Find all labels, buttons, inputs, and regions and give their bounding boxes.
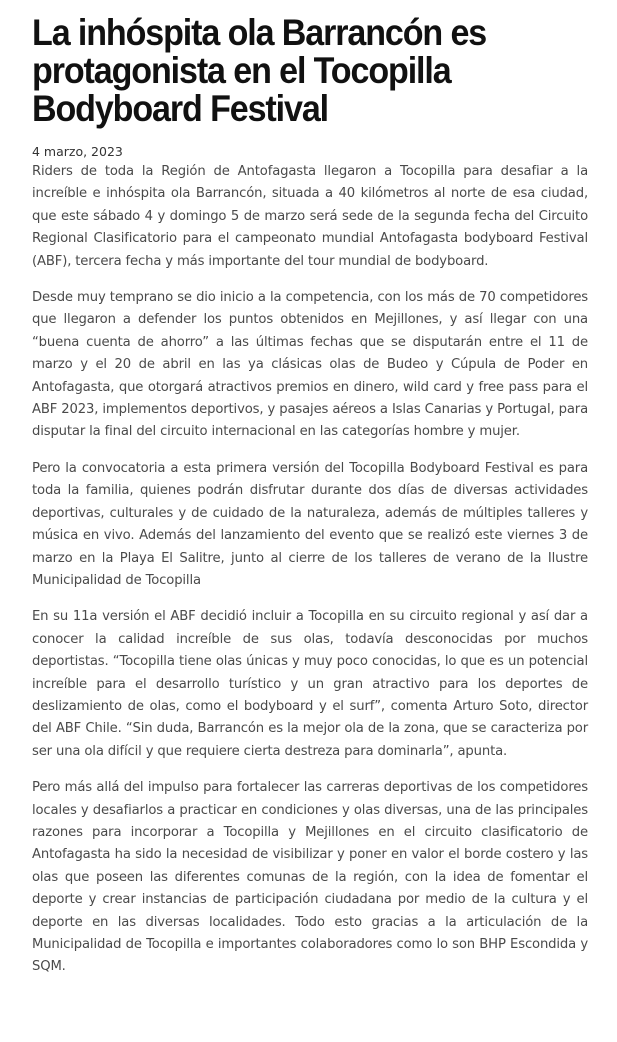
paragraph-4: En su 11a versión el ABF decidió incluir a Tocopilla en su circuito regional y así dar a conocer la calidad increíble de sus olas, todavía desconocidas por muchos deportistas. “Tocopilla tiene olas únicas y muy poco conocidas, lo que es un potencial increíble para el desarrollo turístico y un gran atractivo para los deportes de deslizamiento de olas, como el bodyboard y el surf”, comenta Arturo Soto, director del ABF Chile. “Sin duda, Barrancón es la mejor ola de la zona, que se caracteriza por ser una ola difícil y que requiere cierta destreza para dominarla”, apunta. [32,609,588,759]
article-title: La inhóspita ola Barrancón es protagonista en el Tocopilla Bodyboard Festival [32,12,487,129]
paragraph-1: Riders de toda la Región de Antofagasta llegaron a Tocopilla para desafiar a la increíble e inhóspita ola Barrancón, situada a 40 kilómetros al norte de esa ciudad, que este sábado 4 y domingo 5 de marzo será sede de la segunda fecha del Circuito Regional Clasificatorio para el campeonato mundial Antofagasta bodyboard Festival (ABF), tercera fecha y más importante del tour mundial de bodyboard. [32,164,588,269]
publish-date: 4 marzo, 2023 [32,144,123,159]
paragraph-2: Desde muy temprano se dio inicio a la competencia, con los más de 70 competidores que llegaron a defender los puntos obtenidos en Mejillones, y así llegar con una “buena cuenta de ahorro” a las últimas fechas que se disputarán entre el 11 de marzo y el 20 de abril en las ya clásicas olas de Budeo y Cúpula de Poder en Antofagasta, que otorgará atractivos premios en dinero, wild card y free pass para el ABF 2023, implementos deportivos, y pasajes aéreos a Islas Canarias y Portugal, para disputar la final del circuito internacional en las categorías hombre y mujer. [32,290,588,440]
article [32,14,588,993]
paragraph-3: Pero la convocatoria a esta primera versión del Tocopilla Bodyboard Festival es para toda la familia, quienes podrán disfrutar durante dos días de diversas actividades deportivas, culturales y de cuidado de la naturaleza, además de múltiples talleres y música en vivo. Además del lanzamiento del evento que se realizó este viernes 3 de marzo en la Playa El Salitre, junto al cierre de los talleres de verano de la Ilustre Municipalidad de Tocopilla [32,460,588,588]
article-body [32,161,588,979]
paragraph-5: Pero más allá del impulso para fortalecer las carreras deportivas de los competidores locales y desafiarlos a practicar en condiciones y olas diversas, una de las principales razones para incorporar a Tocopilla y Mejillones en el circuito clasificatorio de Antofagasta ha sido la necesidad de visibilizar y poner en valor el borde costero y las olas que poseen las diferentes comunas de la región, con la idea de fomentar el deporte y crear instancias de participación ciudadana por medio de la cultura y el deporte en las diversas localidades. Todo esto gracias a la articulación de la Municipalidad de Tocopilla e importantes colaboradores como lo son BHP Escondida y SQM. [32,780,588,975]
